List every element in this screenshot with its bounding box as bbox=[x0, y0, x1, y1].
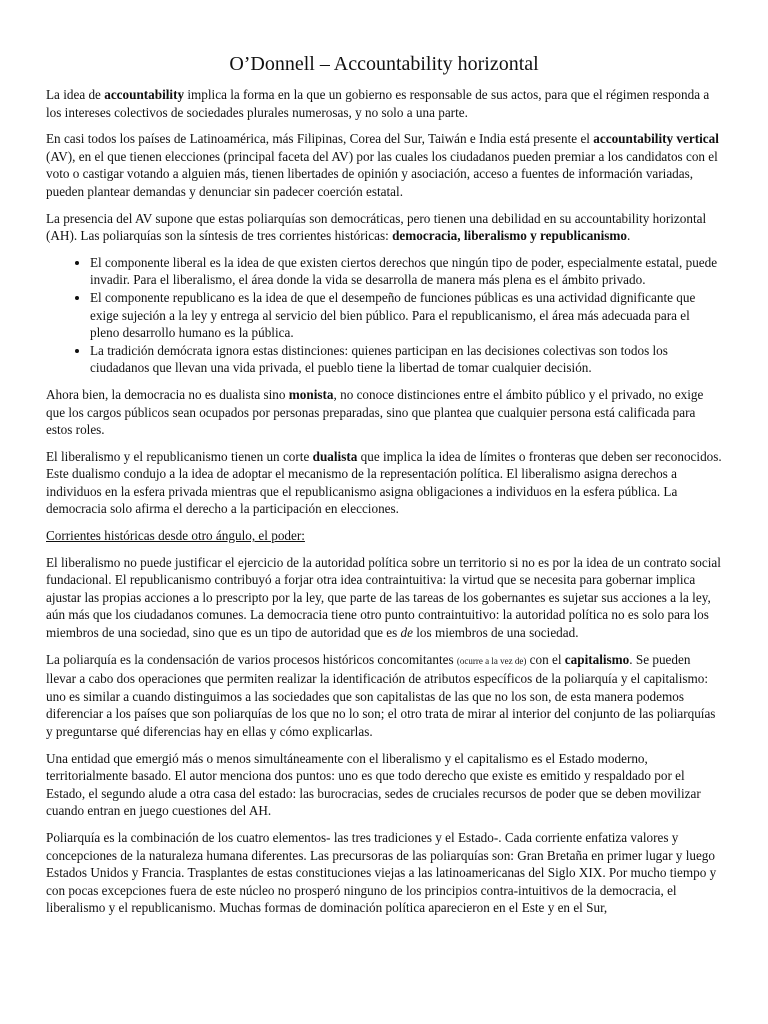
subheading bbox=[46, 527, 722, 545]
p5-text-c: que implica la idea de límites o fronteras que deben ser reconocidos. Este dualismo condujo a la idea de adoptar el mecanismo de la representación política. El liberalismo asigna derechos a individuos en la esfera privada mientras que el republicanismo asigna obligaciones a individuos en la esfera pública. La democracia solo afirma el derecho a la participación en elecciones. bbox=[46, 448, 722, 517]
paragraph-6 bbox=[46, 554, 722, 642]
p7-bold: capitalismo bbox=[564, 651, 630, 667]
p6-text-a: El liberalismo no puede justificar el ejercicio de la autoridad política sobre un territorio si no es por la idea de un contrato social fundacional. El republicanismo contribuyó a forjar otra idea contraintuitiva: la virtud que se necesita para gobernar implica ajustar las propias acciones a lo prescripto por la ley, que parte de las tareas de los gobernantes es sujetar sus acciones a la ley, aún más que los ciudadanos comunes. La democracia tiene otro punto contraintuitivo: la autoridad política no es solo para los miembros de una sociedad, sino que es un tipo de autoridad que es bbox=[46, 554, 721, 641]
page-title: O’Donnell – Accountability horizontal bbox=[229, 53, 539, 75]
p7-text-a: La poliarquía es la condensación de varios procesos históricos concomitantes bbox=[46, 651, 457, 667]
list-item: • La tradición demócrata ignora estas distinciones: quienes participan en las decisiones colectivas son todos los ciudadanos que llevan una vida privada, el pueblo tiene la libertad de tomar cualquier decisión. bbox=[90, 342, 722, 377]
paragraph-2 bbox=[46, 130, 722, 200]
p2-text-a: En casi todos los países de Latinoamérica, más Filipinas, Corea del Sur, Taiwán e India está presente el bbox=[46, 131, 594, 147]
paragraph-9: Poliarquía es la combinación de los cuatro elementos- las tres tradiciones y el Estado-. Cada corriente enfatiza valores y concepciones de la naturaleza humana diferentes. Las precursoras de las poliarquías son: Gran Bretaña en primer lugar y luego Estados Unidos y Francia. Trasplantes de estas constituciones viejas a las latinoamericanas del Siglo XIX. Por mucho tiempo y con pocas excepciones fuera de este núcleo no prosperó ninguno de los principios contra-intuitivos de la democracia, el liberalismo y el republicanismo. Muchas formas de dominación política aparecieron en el Este y en el Sur, bbox=[46, 829, 717, 916]
p7-text-c: . Se pueden llevar a cabo dos operaciones que permiten realizar la identificación de atributos específicos de la poliarquía y el capitalismo: uno es similar a cuando distinguimos a las sociedades que son capitalistas de las que no los son, de esta manera podemos diferenciar a los países que son poliarquías de los que no lo son; el otro trata de mirar al interior del conjunto de las poliarquías y preguntarse qué diferencias hay en ellas y cómo explicarlas. bbox=[46, 651, 716, 739]
paragraph-4 bbox=[46, 386, 722, 439]
list-item: • El componente republicano es la idea de que el desempeño de funciones públicas es una actividad dignificante que exige sujeción a la ley y entrega al servicio del bien público. Para el republicanismo, el área más adecuada para el pleno desarrollo humano es la pública. bbox=[90, 289, 722, 342]
p7-text-pre: con el bbox=[526, 651, 565, 667]
p2-text-c: (AV), en el que tienen elecciones (principal faceta del AV) por las cuales los ciudadanos pueden premiar a los candidatos con el voto o castigar votando a alguien más, tienen libertades de opinión y asociación, acceso a fuentes de información variadas, pueden plantear demandas y denunciar sin padecer coerción estatal. bbox=[46, 148, 718, 199]
paragraph-7 bbox=[46, 651, 722, 741]
paragraph-5 bbox=[46, 448, 722, 518]
subheading-text: Corrientes históricas desde otro ángulo, el poder: bbox=[46, 528, 305, 544]
p2-bold: accountability vertical bbox=[593, 131, 719, 147]
paragraph-8: Una entidad que emergió más o menos simultáneamente con el liberalismo y el capitalismo es el Estado moderno, territorialmente basado. El autor menciona dos puntos: uno es que todo derecho que existe es emitido y respaldado por el Estado, el segundo alude a otra casa del estado: las burocracias, sedes de cruciales recursos de poder que se deben movilizar cuando entran en juego cuestiones del AH. bbox=[46, 750, 701, 819]
p4-bold: monista bbox=[288, 386, 334, 402]
p6-italic: de bbox=[400, 625, 413, 641]
traditions-list bbox=[46, 254, 722, 377]
p1-text-c: implica la forma en la que un gobierno es responsable de sus actos, para que el régimen responda a los intereses colectivos de sociedades plurales numerosas, y no solo a una parte. bbox=[46, 87, 710, 120]
p3-text-a: La presencia del AV supone que estas poliarquías son democráticas, pero tienen una debilidad en su accountability horizontal (AH). Las poliarquías son la síntesis de tres corrientes históricas: bbox=[46, 210, 707, 244]
p7-small-note: (ocurre a la vez de) bbox=[456, 655, 527, 666]
p3-text-c: . bbox=[627, 228, 631, 244]
paragraph-1 bbox=[46, 86, 722, 121]
p4-text-c: , no conoce distinciones entre el ámbito público y el privado, no exige que los cargos públicos sean ocupados por personas preparadas, sino que plantea que cualquier persona está calificada para estos roles. bbox=[46, 386, 704, 438]
p5-bold: dualista bbox=[312, 448, 358, 464]
paragraph-3 bbox=[46, 210, 722, 245]
p4-text-a: Ahora bien, la democracia no es dualista sino bbox=[46, 386, 289, 402]
p5-text-a: El liberalismo y el republicanismo tienen un corte bbox=[46, 448, 313, 464]
p1-text-a: La idea de bbox=[46, 87, 105, 102]
p3-bold: democracia, liberalismo y republicanismo bbox=[392, 228, 628, 244]
p1-bold: accountability bbox=[104, 87, 185, 102]
list-item: • El componente liberal es la idea de que existen ciertos derechos que ningún tipo de poder, especialmente estatal, puede invadir. Para el liberalismo, el área donde la vida se desarrolla de manera más plena es el ámbito privado. bbox=[90, 254, 722, 289]
p6-text-c: los miembros de una sociedad. bbox=[412, 625, 579, 641]
